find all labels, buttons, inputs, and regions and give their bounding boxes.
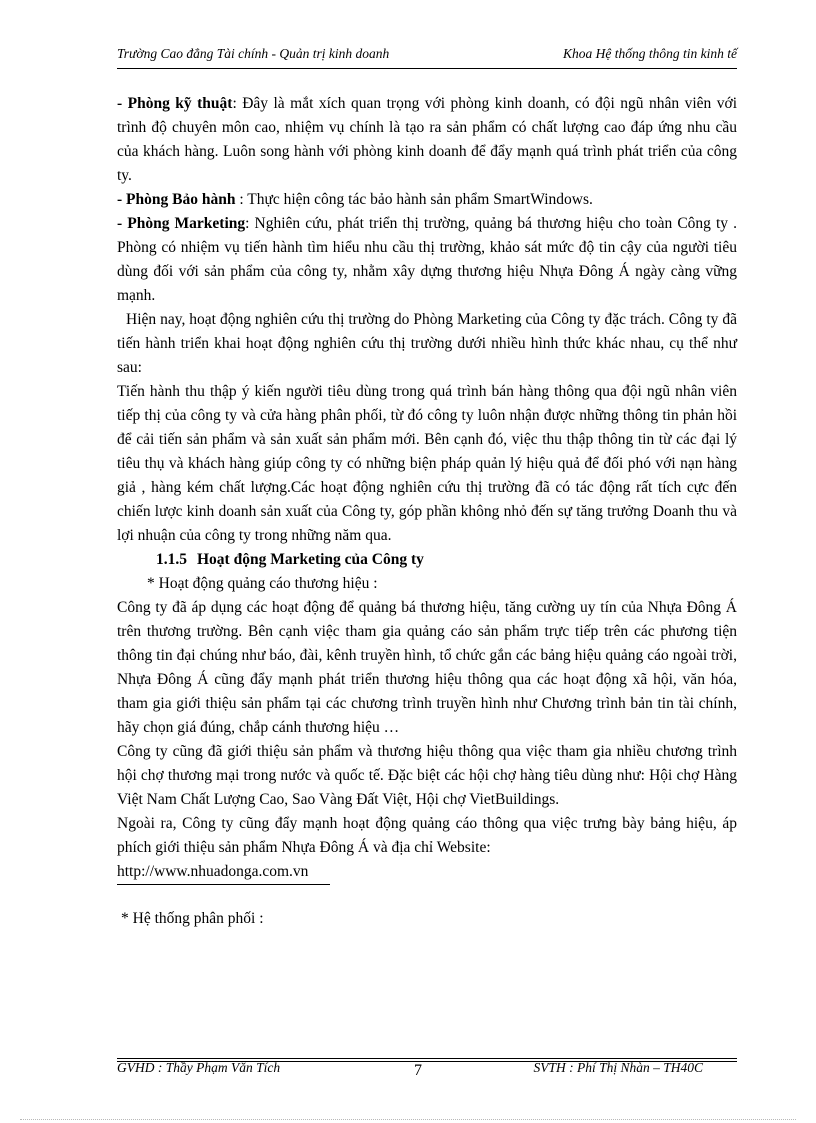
- paragraph-ngoai-ra: Ngoài ra, Công ty cũng đẩy mạnh hoạt động quảng cáo thông qua việc trưng bày bảng hiệu, áp phích giới thiệu sản phẩm Nhựa Đông Á và địa chỉ Website:: [117, 815, 737, 856]
- paragraph-phong-ky-thuat: [117, 92, 737, 188]
- section-number: 1.1.5: [156, 551, 187, 568]
- page-footer: [117, 1060, 737, 1082]
- label-phong-bao-hanh: - Phòng Bảo hành: [117, 191, 236, 208]
- page-boundary: [20, 1119, 796, 1120]
- footer-advisor: GVHD : Thầy Phạm Văn Tích: [117, 1060, 281, 1075]
- section-title: Hoạt động Marketing của Công ty: [197, 551, 424, 568]
- section-heading: [117, 548, 737, 572]
- label-phong-marketing: - Phòng Marketing: [117, 215, 246, 232]
- paragraph-phong-bao-hanh: [117, 188, 737, 212]
- page-header: [117, 46, 737, 69]
- text-phong-marketing: : Nghiên cứu, phát triển thị trường, quảng bá thương hiệu cho toàn Công ty . Phòng có nhiệm vụ tiến hành tìm hiểu nhu cầu thị trường, khảo sát mức độ tin cậy của người tiêu dùng đối với sản phẩm của công ty, nhằm xây dựng thương hiệu Nhựa Đông Á ngày càng vững mạnh.: [117, 215, 738, 304]
- header-school: Trường Cao đẳng Tài chính - Quản trị kinh doanh: [117, 46, 390, 61]
- subheading-he-thong-phan-phoi: * Hệ thống phân phối :: [121, 910, 264, 927]
- paragraph-quang-ba: Công ty đã áp dụng các hoạt động để quảng bá thương hiệu, tăng cường uy tín của Nhựa Đông Á trên thương trường. Bên cạnh việc tham gia quảng cáo sản phẩm trực tiếp trên các phương tiện thông tin đại chúng như báo, đài, kênh truyền hình, tổ chức gắn các bảng hiệu quảng cáo ngoài trời, Nhựa Đông Á cũng đẩy mạnh phát triển thương hiệu thông qua các hoạt động xã hội, văn hóa, tham gia giới thiệu sản phẩm tại các chương trình truyền hình như Chương trình bản tin tài chính, hãy chọn giá đúng, chắp cánh thương hiệu …: [117, 599, 737, 736]
- text-phong-ky-thuat: : Đây là mắt xích quan trọng với phòng kinh doanh, có đội ngũ nhân viên với trình độ chuyên môn cao, nhiệm vụ chính là tạo ra sản phẩm có chất lượng cao đáp ứng nhu cầu của khách hàng. Luôn song hành với phòng kinh doanh để đẩy mạnh quá trình phát triển của công ty.: [117, 95, 737, 184]
- paragraph-thu-thap: Tiến hành thu thập ý kiến người tiêu dùng trong quá trình bán hàng thông qua đội ngũ nhân viên tiếp thị của công ty và cửa hàng phân phối, từ đó công ty luôn nhận được những thông tin phản hồi để cải tiến sản phẩm và sản xuất sản phẩm mới. Bên cạnh đó, việc thu thập thông tin từ các đại lý tiêu thụ và khách hàng giúp công ty có những biện pháp quản lý hiệu quả để đối phó với nạn hàng giả , hàng kém chất lượng.Các hoạt động nghiên cứu thị trường đã có tác động rất tích cực đến chiến lược kinh doanh sản xuất của Công ty, góp phần không nhỏ đến sự tăng trưởng Doanh thu và lợi nhuận của công ty trong những năm qua.: [117, 383, 737, 544]
- footer-rule-top: [117, 1058, 737, 1059]
- page-number: 7: [414, 1062, 422, 1079]
- paragraph-hoi-cho: Công ty cũng đã giới thiệu sản phẩm và thương hiệu thông qua việc tham gia nhiều chương trình hội chợ thương mại trong nước và quốc tế. Đặc biệt các hội chợ hàng tiêu dùng như: Hội chợ Hàng Việt Nam Chất Lượng Cao, Sao Vàng Đất Việt, Hội chợ VietBuildings.: [117, 743, 737, 808]
- text-phong-bao-hanh: : Thực hiện công tác bảo hành sản phẩm SmartWindows.: [235, 191, 593, 208]
- label-phong-ky-thuat: - Phòng kỹ thuật: [117, 95, 233, 112]
- footer-student: SVTH : Phí Thị Nhàn – TH40C: [533, 1060, 703, 1075]
- website-line: [117, 860, 737, 885]
- header-faculty: Khoa Hệ thống thông tin kinh tế: [563, 46, 737, 61]
- paragraph-nghien-cuu: Hiện nay, hoạt động nghiên cứu thị trường do Phòng Marketing của Công ty đặc trách. Công ty đã tiến hành triển khai hoạt động nghiên cứu thị trường dưới nhiều hình thức khác nhau, cụ thể như sau:: [117, 311, 737, 376]
- page-body: [117, 92, 737, 931]
- subheading-quang-cao: * Hoạt động quảng cáo thương hiệu :: [147, 575, 378, 592]
- paragraph-phong-marketing: [117, 212, 737, 308]
- website-link[interactable]: http://www.nhuadonga.com.vn: [117, 860, 330, 885]
- blank-line: [117, 885, 737, 907]
